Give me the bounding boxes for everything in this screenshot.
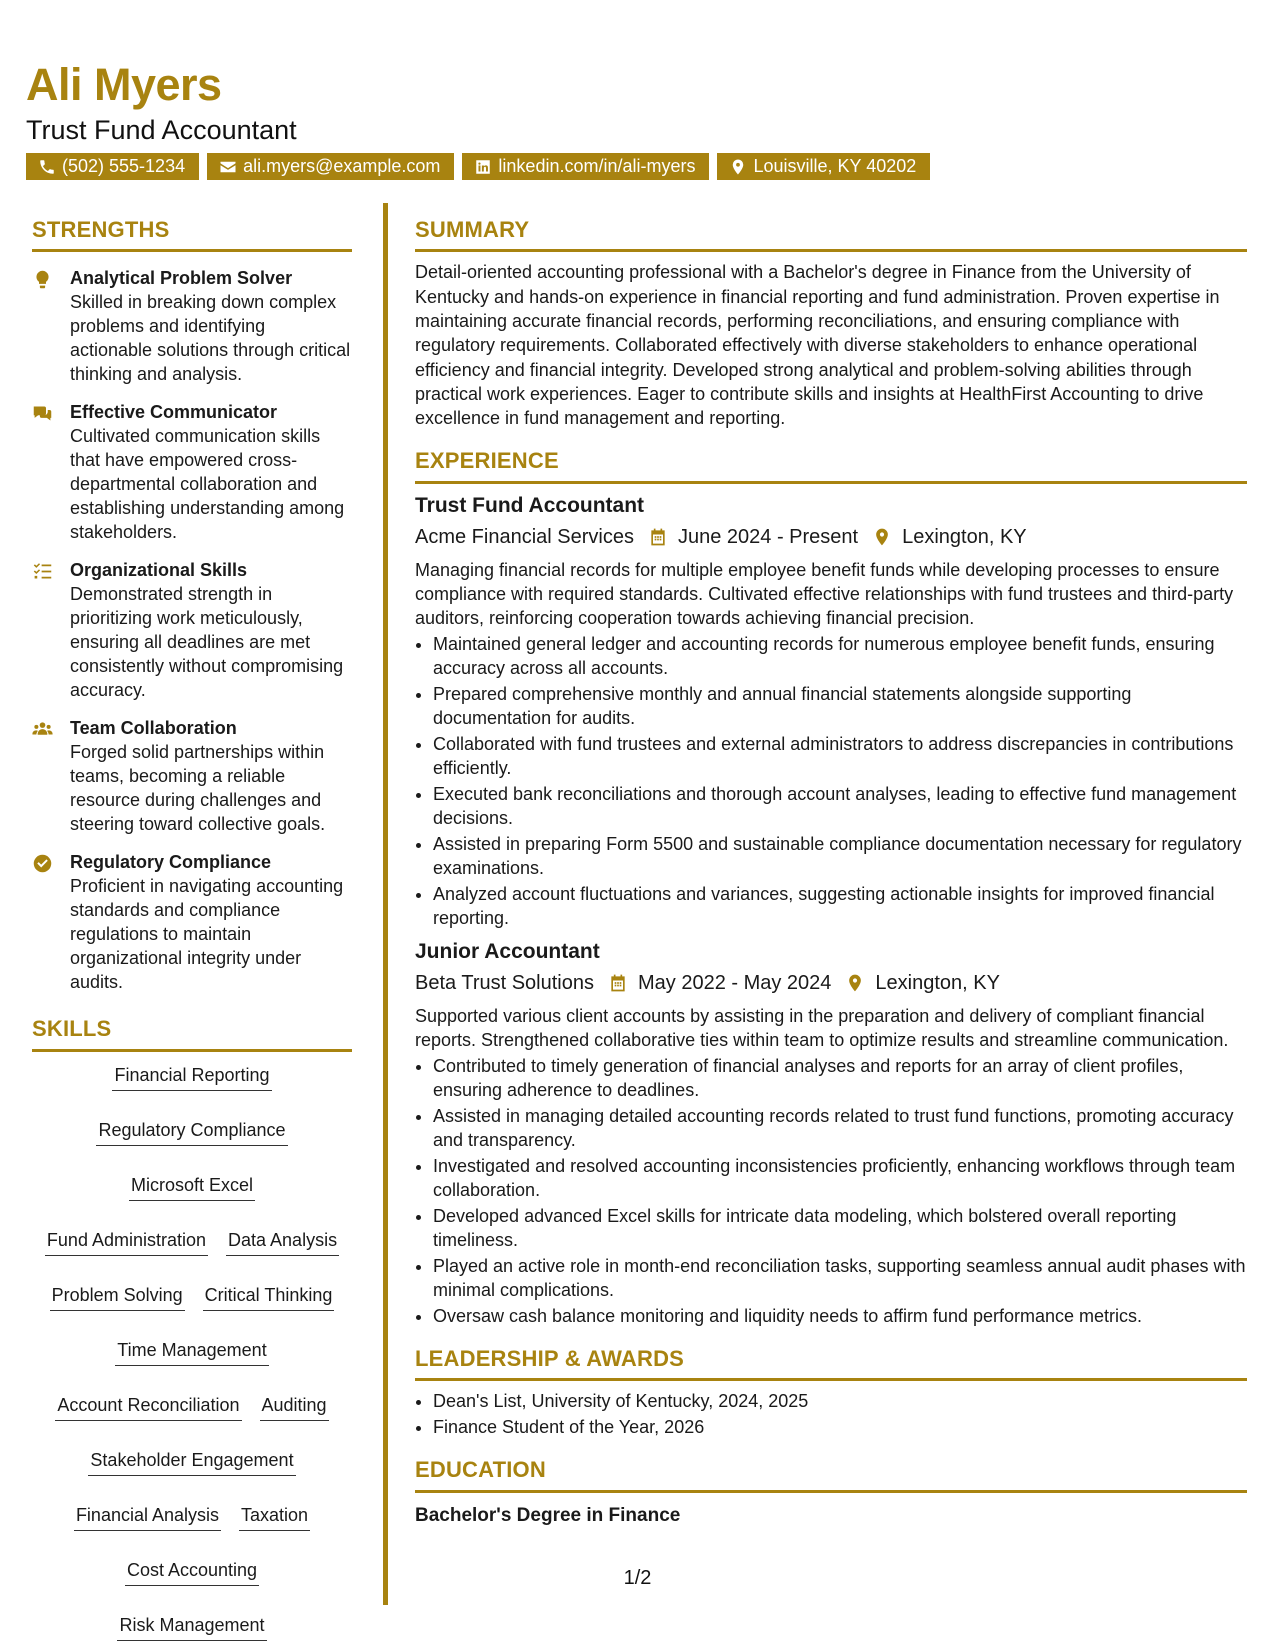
skill-tag: Time Management [115,1337,268,1366]
award-item: • Dean's List, University of Kentucky, 2024, 2025 [433,1389,1247,1413]
job-company: Acme Financial Services [415,525,634,548]
job-bullet: • Collaborated with fund trustees and external administrators to address discrepancies in contributions efficiently. [433,732,1247,780]
strength-title: Analytical Problem Solver [70,268,293,289]
strength-item [32,850,352,994]
phone-icon [38,158,56,176]
job-entry [415,938,1247,1328]
leadership-heading: LEADERSHIP & AWARDS [415,1346,1247,1381]
job-title: Trust Fund Accountant [415,493,645,517]
skill-tag: Regulatory Compliance [96,1117,287,1146]
job-bullet: • Assisted in preparing Form 5500 and sustainable compliance documentation necessary for regulatory examinations. [433,832,1247,880]
contact-linkedin-text: linkedin.com/in/ali-myers [498,156,696,176]
contact-location-text: Louisville, KY 40202 [753,156,917,176]
skill-tag: Stakeholder Engagement [88,1447,295,1476]
job-bullet: • Contributed to timely generation of financial analyses and reports for an array of client profiles, ensuring adherence to deadlines. [433,1054,1247,1102]
job-entry [415,492,1247,930]
skill-tag: Fund Administration [45,1227,208,1256]
contact-location [717,153,930,180]
check-circle-icon [32,853,53,874]
contact-phone-text: (502) 555-1234 [62,156,186,176]
contact-phone[interactable] [26,153,199,180]
skill-tag: Problem Solving [50,1282,185,1311]
resume-header [26,59,297,145]
location-icon [872,527,892,547]
page-number: 1/2 [623,1567,652,1589]
strength-item [32,400,352,544]
job-dates: June 2024 - Present [677,525,859,548]
job-description: Supported various client accounts by assisting in the preparation and delivery of compliant financial reports. Strengthened collaborative ties within team to optimize results and streamline communication. [415,1005,1229,1050]
contact-bar [26,153,930,180]
strengths-heading: STRENGTHS [32,217,352,252]
calendar-icon [608,973,628,993]
skill-tag: Cost Accounting [125,1557,259,1586]
calendar-icon [648,527,668,547]
strength-item [32,716,352,836]
job-bullet: • Analyzed account fluctuations and variances, suggesting actionable insights for improved financial reporting. [433,882,1247,930]
strength-title: Team Collaboration [70,718,237,739]
job-location: Lexington, KY [875,971,1000,994]
skill-tag: Taxation [239,1502,310,1531]
job-bullets [415,1054,1247,1328]
skills-list [32,1062,352,1641]
skill-tag: Microsoft Excel [129,1172,255,1201]
skill-tag: Financial Analysis [74,1502,221,1531]
left-column [32,217,352,1641]
job-bullet: • Investigated and resolved accounting inconsistencies proficiently, enhancing workflows through team collaboration. [433,1154,1247,1202]
job-description: Managing financial records for multiple employee benefit funds while developing processes to ensure compliance with required standards. Cultivated effective relationships with fund trustees and third-party auditors, reinforcing cooperation towards achieving financial precision. [415,559,1234,628]
skill-tag: Data Analysis [226,1227,339,1256]
job-company: Beta Trust Solutions [415,971,594,994]
users-icon [32,719,53,740]
strength-title: Effective Communicator [70,402,278,423]
column-divider [383,203,388,1605]
job-bullets [415,632,1247,930]
email-icon [219,158,237,176]
strength-desc: Cultivated communication skills that have empowered cross-departmental collaboration and establishing understanding among stakeholders. [70,426,345,543]
lightbulb-icon [32,269,53,290]
skill-tag: Financial Reporting [112,1062,271,1091]
education-heading: EDUCATION [415,1457,1247,1492]
job-bullet: • Played an active role in month-end reconciliation tasks, supporting seamless annual audit phases with minimal complications. [433,1254,1247,1302]
candidate-name: Ali Myers [26,59,222,110]
contact-linkedin[interactable] [462,153,709,180]
job-bullet: • Assisted in managing detailed accounting records related to trust fund functions, promoting accuracy and transparency. [433,1104,1247,1152]
job-meta [415,522,1247,552]
comments-icon [32,403,53,424]
skills-heading: SKILLS [32,1016,352,1051]
strength-title: Regulatory Compliance [70,852,272,873]
job-bullet: • Oversaw cash balance monitoring and liquidity needs to affirm fund performance metrics. [433,1304,1247,1328]
job-meta [415,968,1247,998]
contact-email-text: ali.myers@example.com [243,156,441,176]
contact-email[interactable] [207,153,454,180]
summary-text: Detail-oriented accounting professional with a Bachelor's degree in Finance from the University of Kentucky and hands-on experience in financial reporting and fund administration. Proven expertise in maintaining accurate financial records, performing reconciliations, and ensuring compliance with regulatory requirements. Collaborated effectively with diverse stakeholders to enhance operational efficiency and financial integrity. Developed strong analytical and problem-solving abilities through practical work experiences. Eager to contribute skills and insights at HealthFirst Accounting to drive excellence in fund management and reporting. [415,262,1220,429]
strength-desc: Proficient in navigating accounting standards and compliance regulations to maintain organizational integrity under audits. [70,876,344,993]
strength-item [32,558,352,702]
location-icon [845,973,865,993]
strength-title: Organizational Skills [70,560,248,581]
skill-tag: Risk Management [117,1612,266,1641]
candidate-role: Trust Fund Accountant [26,115,297,145]
job-title: Junior Accountant [415,939,600,963]
job-bullet: • Maintained general ledger and accounting records for numerous employee benefit funds, ensuring accuracy across all accounts. [433,632,1247,680]
experience-heading: EXPERIENCE [415,448,1247,483]
award-item: • Finance Student of the Year, 2026 [433,1415,1247,1439]
job-bullet: • Prepared comprehensive monthly and annual financial statements alongside supporting documentation for audits. [433,682,1247,730]
right-column [415,217,1247,1529]
awards-list [415,1389,1247,1439]
job-bullet: • Developed advanced Excel skills for intricate data modeling, which bolstered overall reporting timeliness. [433,1204,1247,1252]
education-degree: Bachelor's Degree in Finance [415,1504,681,1526]
summary-heading: SUMMARY [415,217,1247,252]
job-dates: May 2022 - May 2024 [637,971,832,994]
strength-desc: Skilled in breaking down complex problems and identifying actionable solutions through critical thinking and analysis. [70,292,351,385]
location-icon [729,158,747,176]
list-check-icon [32,561,53,582]
skill-tag: Critical Thinking [203,1282,335,1311]
strength-item [32,266,352,386]
strength-desc: Demonstrated strength in prioritizing work meticulously, ensuring all deadlines are met consistently without compromising accuracy. [70,584,344,701]
skill-tag: Auditing [260,1392,329,1421]
job-bullet: • Executed bank reconciliations and thorough account analyses, leading to effective fund management decisions. [433,782,1247,830]
strength-desc: Forged solid partnerships within teams, becoming a reliable resource during challenges and steering toward collective goals. [70,742,326,835]
skill-tag: Account Reconciliation [55,1392,241,1421]
linkedin-icon [474,158,492,176]
job-location: Lexington, KY [902,525,1027,548]
